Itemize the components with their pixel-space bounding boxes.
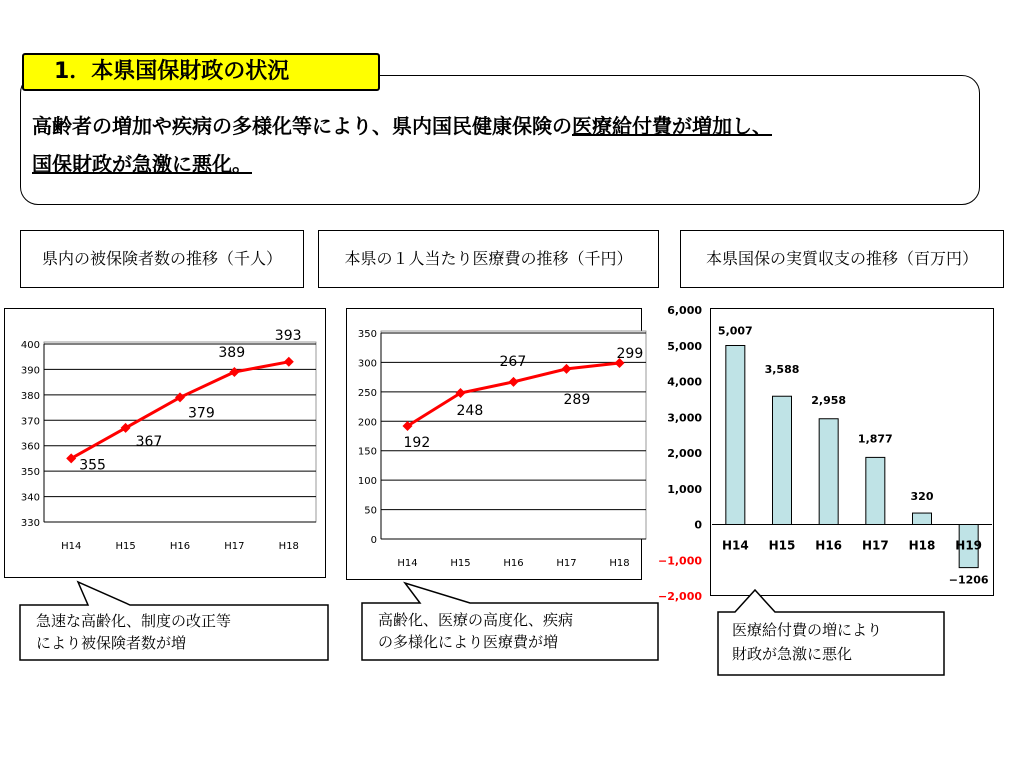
y-tick-label: 340 [20,492,40,504]
chart-balance [658,304,992,603]
y-tick-label: 360 [20,441,40,453]
data-label: 1,877 [857,432,893,446]
data-label: 389 [218,344,246,361]
x-tick-label: H18 [278,541,299,552]
x-tick-label: H18 [609,558,630,569]
data-label: 192 [403,434,431,451]
callout-3-line1: 医療給付費の増により [732,621,883,639]
x-tick-label: H15 [768,538,796,553]
callout-2-line2: の多様化により医療費が増 [378,633,559,651]
x-tick-label: H17 [224,541,245,552]
chart-insured-count [21,328,316,552]
y-tick-label: 350 [20,467,40,479]
data-label: 289 [563,391,591,408]
x-tick-label: H16 [169,541,191,552]
callout-3-line2: 財政が急激に悪化 [732,645,853,663]
caption-medical-cost: 本県の１人当たり医療費の推移（千円） [318,230,659,288]
y-tick-label: 330 [20,518,40,529]
data-label: 393 [274,327,302,344]
y-tick-label: 4,000 [667,375,702,389]
y-tick-label: 6,000 [667,304,702,317]
y-tick-label: 100 [357,476,377,488]
x-tick-label: H17 [556,558,577,569]
data-label: 367 [135,433,163,450]
y-tick-label: 370 [20,416,40,428]
data-label: 5,007 [717,324,753,338]
y-tick-label: −2,000 [657,590,702,603]
x-tick-label: H19 [955,538,983,553]
y-tick-label: 380 [20,390,40,402]
caption-insured-count: 県内の被保険者数の推移（千人） [20,230,304,288]
x-tick-label: H15 [450,558,471,569]
y-tick-label: 400 [20,340,40,351]
y-tick-label: 390 [20,365,40,377]
data-label: 355 [79,457,106,474]
x-tick-label: H17 [861,538,889,553]
summary-text-plain: 高齢者の増加や疾病の多様化等により、県内国民健康保険の [32,114,572,138]
x-tick-label: H15 [115,541,136,552]
x-tick-label: H14 [721,538,749,553]
data-label: 2,958 [811,393,847,407]
callout-1-line2: により被保険者数が増 [36,634,187,652]
x-tick-label: H14 [61,541,82,552]
caption-balance: 本県国保の実質収支の推移（百万円） [680,230,1004,288]
y-tick-label: 200 [357,417,377,429]
data-label: 320 [910,490,934,504]
y-tick-label: 3,000 [667,411,702,425]
callout-1-line1: 急速な高齢化、制度の改正等 [36,612,232,630]
x-tick-label: H14 [397,558,418,569]
data-label: 299 [616,346,644,363]
bar [913,513,932,524]
callout-2 [362,583,658,660]
y-tick-label: 5,000 [667,339,702,353]
y-tick-label: 300 [357,358,377,370]
data-label: 379 [188,405,215,422]
callout-1 [20,582,328,660]
bar [819,419,838,525]
y-tick-label: 1,000 [667,482,702,496]
x-tick-label: H18 [908,538,936,553]
data-label: −1206 [948,573,989,587]
data-label: 3,588 [764,363,800,377]
y-tick-label: −1,000 [657,554,702,568]
data-label: 248 [456,403,484,420]
callout-3 [718,590,944,675]
section-title: 1．本県国保財政の状況 [22,53,380,91]
summary-text-underlined-1: 医療給付費が増加し、 [572,114,772,138]
summary-text-underlined-2: 国保財政が急激に悪化。 [32,152,252,176]
data-label: 267 [499,353,527,370]
y-tick-label: 2,000 [667,447,702,460]
y-tick-label: 350 [357,329,377,340]
x-tick-label: H16 [815,538,843,553]
y-tick-label: 0 [370,535,377,546]
bar [726,345,745,524]
y-tick-label: 250 [357,387,377,399]
bar [866,457,885,524]
y-tick-label: 0 [694,518,702,532]
chart-medical-cost [358,329,646,569]
y-tick-label: 50 [364,505,377,517]
y-tick-label: 150 [357,446,377,458]
x-tick-label: H16 [503,558,524,569]
callout-2-line1: 高齢化、医療の高度化、疾病 [378,611,574,629]
bar [773,396,792,524]
